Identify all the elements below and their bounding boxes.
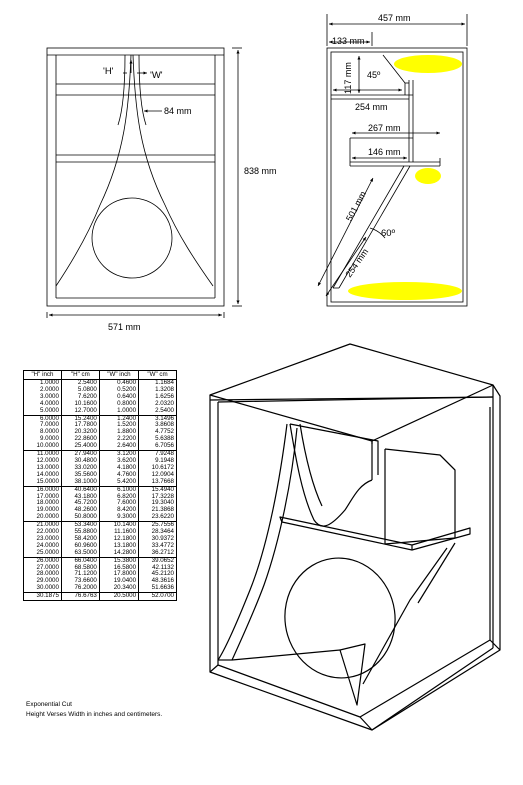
front-width-label: 571 mm	[108, 322, 141, 332]
table-cell: 53.3400	[61, 522, 99, 529]
table-cell: 8.4200	[99, 507, 138, 514]
table-cell: 7.9248	[139, 451, 177, 458]
front-driver-circle	[92, 198, 172, 278]
table-cell: 3.8608	[139, 422, 177, 429]
table-cell: 25.0000	[24, 550, 62, 557]
table-cell: 51.6636	[139, 585, 177, 592]
table-cell: 22.0000	[24, 529, 62, 536]
table-cell: 7.6200	[61, 394, 99, 401]
isometric-view	[210, 344, 500, 730]
table-cell: 16.5800	[99, 565, 138, 572]
throat-width-label: 84 mm	[164, 106, 192, 116]
table-cell: 13.0000	[24, 465, 62, 472]
table-cell: 9.1948	[139, 458, 177, 465]
table-cell: 27.0000	[24, 565, 62, 572]
table-cell: 1.6256	[139, 394, 177, 401]
table-row	[24, 408, 177, 415]
table-cell: 12.0000	[24, 458, 62, 465]
table-cell: 27.9400	[61, 451, 99, 458]
table-cell: 63.5000	[61, 550, 99, 557]
table-cell: 0.6400	[99, 394, 138, 401]
table-cell: 22.8600	[61, 436, 99, 443]
table-cell: 11.0000	[24, 451, 62, 458]
table-cell: 43.1800	[61, 494, 99, 501]
table-cell: 1.0000	[99, 408, 138, 415]
table-cell: 20.3400	[99, 585, 138, 592]
angle-45-label: 45º	[367, 70, 381, 80]
highlight-bottom	[348, 282, 462, 300]
table-cell: 6.7056	[139, 443, 177, 450]
table-cell: 45.7200	[61, 500, 99, 507]
table-body	[24, 380, 177, 601]
table-cell: 19.0400	[99, 578, 138, 585]
table-cell: 35.5600	[61, 472, 99, 479]
table-cell: 20.5000	[99, 593, 138, 601]
table-cell: 3.1496	[139, 415, 177, 422]
table-cell: 66.0400	[61, 557, 99, 564]
table-cell: 14.2800	[99, 550, 138, 557]
table-cell: 28.3464	[139, 529, 177, 536]
table-cell: 23.0000	[24, 536, 62, 543]
table-cell: 6.1000	[99, 486, 138, 493]
table-cell: 25.7556	[139, 522, 177, 529]
table-cell: 2.5400	[61, 380, 99, 387]
table-cell: 13.1800	[99, 543, 138, 550]
table-cell: 33.0200	[61, 465, 99, 472]
table-cell: 24.0000	[24, 543, 62, 550]
table-cell: 6.8200	[99, 494, 138, 501]
table-cell: 50.8000	[61, 514, 99, 521]
table-cell: 1.0000	[24, 380, 62, 387]
table-cell: 48.2600	[61, 507, 99, 514]
table-cell: 42.1132	[139, 565, 177, 572]
h-marker-label: 'H'	[103, 66, 114, 77]
table-cell: 6.0000	[24, 415, 62, 422]
highlight-mid	[415, 168, 441, 184]
table-cell: 20.3200	[61, 429, 99, 436]
table-cell: 14.0000	[24, 472, 62, 479]
table-cell: 71.1200	[61, 571, 99, 578]
table-cell: 1.2400	[99, 415, 138, 422]
front-flare-left	[56, 55, 131, 286]
table-cell: 19.3040	[139, 500, 177, 507]
table-cell: 1.3208	[139, 387, 177, 394]
table-cell: 4.7600	[99, 472, 138, 479]
table-cell: 76.2000	[61, 585, 99, 592]
table-note-subtitle: Height Verses Width in inches and centimeters.	[26, 711, 163, 718]
side-vertical-label: 117 mm	[343, 62, 353, 94]
table-cell: 36.2712	[139, 550, 177, 557]
table-cell: 68.5800	[61, 565, 99, 572]
side-depth-label: 457 mm	[378, 13, 411, 23]
table-cell: 76.6763	[61, 593, 99, 601]
diag-501-label: 501 mm	[343, 189, 369, 223]
table-cell: 45.2120	[139, 571, 177, 578]
table-cell: 21.0000	[24, 522, 62, 529]
front-cabinet-outline	[47, 48, 224, 306]
table-cell: 11.1600	[99, 529, 138, 536]
table-cell: 13.7668	[139, 479, 177, 486]
table-cell: 1.8800	[99, 429, 138, 436]
table-cell: 2.6400	[99, 443, 138, 450]
table-cell: 60.9600	[61, 543, 99, 550]
highlight-top	[394, 55, 462, 73]
table-cell: 21.3868	[139, 507, 177, 514]
table-cell: 9.3000	[99, 514, 138, 521]
table-cell: 15.0000	[24, 479, 62, 486]
table-cell: 2.0320	[139, 401, 177, 408]
table-cell: 26.0000	[24, 557, 62, 564]
table-cell: 33.4772	[139, 543, 177, 550]
shelf-254-label: 254 mm	[355, 102, 388, 112]
table-cell: 5.4200	[99, 479, 138, 486]
table-cell: 15.2400	[61, 415, 99, 422]
table-cell: 5.0800	[61, 387, 99, 394]
iso-driver-circle	[277, 551, 403, 685]
table-cell: 16.0000	[24, 486, 62, 493]
table-cell: 30.9372	[139, 536, 177, 543]
table-cell: 17.8000	[99, 571, 138, 578]
table-cell: 5.0000	[24, 408, 62, 415]
table-cell: 52.0700	[139, 593, 177, 601]
header-w-inch: "W" inch	[99, 371, 138, 380]
table-cell: 4.7752	[139, 429, 177, 436]
table-cell: 3.0000	[24, 394, 62, 401]
table-row	[24, 593, 177, 601]
table-cell: 30.1875	[24, 593, 62, 601]
table-cell: 4.1800	[99, 465, 138, 472]
table-cell: 1.5200	[99, 422, 138, 429]
table-cell: 20.0000	[24, 514, 62, 521]
table-cell: 9.0000	[24, 436, 62, 443]
exponential-cut-table	[23, 370, 177, 601]
table-cell: 17.0000	[24, 494, 62, 501]
iso-top-face	[210, 344, 493, 441]
shelf-267-label: 267 mm	[368, 123, 401, 133]
table-note-title: Exponential Cut	[26, 701, 72, 708]
table-cell: 30.4800	[61, 458, 99, 465]
table-cell: 10.0000	[24, 443, 62, 450]
table-cell: 15.4940	[139, 486, 177, 493]
header-w-cm: "W" cm	[139, 371, 177, 380]
table-cell: 12.0904	[139, 472, 177, 479]
table-cell: 17.3228	[139, 494, 177, 501]
table-cell: 55.8800	[61, 529, 99, 536]
table-cell: 29.0000	[24, 578, 62, 585]
header-h-inch: "H" inch	[24, 371, 62, 380]
table-cell: 7.0000	[24, 422, 62, 429]
table-row	[24, 479, 177, 486]
table-cell: 38.1000	[61, 479, 99, 486]
table-cell: 12.1800	[99, 536, 138, 543]
table-cell: 39.0652	[139, 557, 177, 564]
angle-60-label: 60º	[381, 228, 396, 239]
table-cell: 0.8000	[99, 401, 138, 408]
table-cell: 10.1600	[61, 401, 99, 408]
table-cell: 17.7800	[61, 422, 99, 429]
table-cell: 0.4600	[99, 380, 138, 387]
shelf-146-label: 146 mm	[368, 147, 401, 157]
front-height-label: 838 mm	[244, 166, 277, 176]
table-cell: 8.0000	[24, 429, 62, 436]
table-cell: 4.0000	[24, 401, 62, 408]
table-cell: 30.0000	[24, 585, 62, 592]
diag-254-label: 254 mm	[343, 246, 371, 280]
table-cell: 10.6172	[139, 465, 177, 472]
table-cell: 15.3800	[99, 557, 138, 564]
w-marker-label: 'W'	[150, 70, 163, 81]
table-cell: 40.6400	[61, 486, 99, 493]
table-cell: 5.6388	[139, 436, 177, 443]
table-cell: 23.6220	[139, 514, 177, 521]
table-cell: 12.7000	[61, 408, 99, 415]
table-cell: 25.4000	[61, 443, 99, 450]
table-cell: 3.1200	[99, 451, 138, 458]
table-cell: 73.6600	[61, 578, 99, 585]
table-cell: 1.1684	[139, 380, 177, 387]
table-cell: 10.1400	[99, 522, 138, 529]
front-view	[47, 48, 242, 318]
table-cell: 0.5200	[99, 387, 138, 394]
table-cell: 2.2200	[99, 436, 138, 443]
header-h-cm: "H" cm	[61, 371, 99, 380]
table-cell: 19.0000	[24, 507, 62, 514]
table-cell: 2.0000	[24, 387, 62, 394]
front-flare-right	[133, 55, 213, 286]
table-cell: 2.5400	[139, 408, 177, 415]
table-cell: 28.0000	[24, 571, 62, 578]
table-cell: 48.3616	[139, 578, 177, 585]
table-cell: 18.0000	[24, 500, 62, 507]
table-cell: 3.6200	[99, 458, 138, 465]
side-top-offset-label: 133 mm	[332, 36, 365, 46]
table-cell: 58.4200	[61, 536, 99, 543]
table-cell: 7.6000	[99, 500, 138, 507]
